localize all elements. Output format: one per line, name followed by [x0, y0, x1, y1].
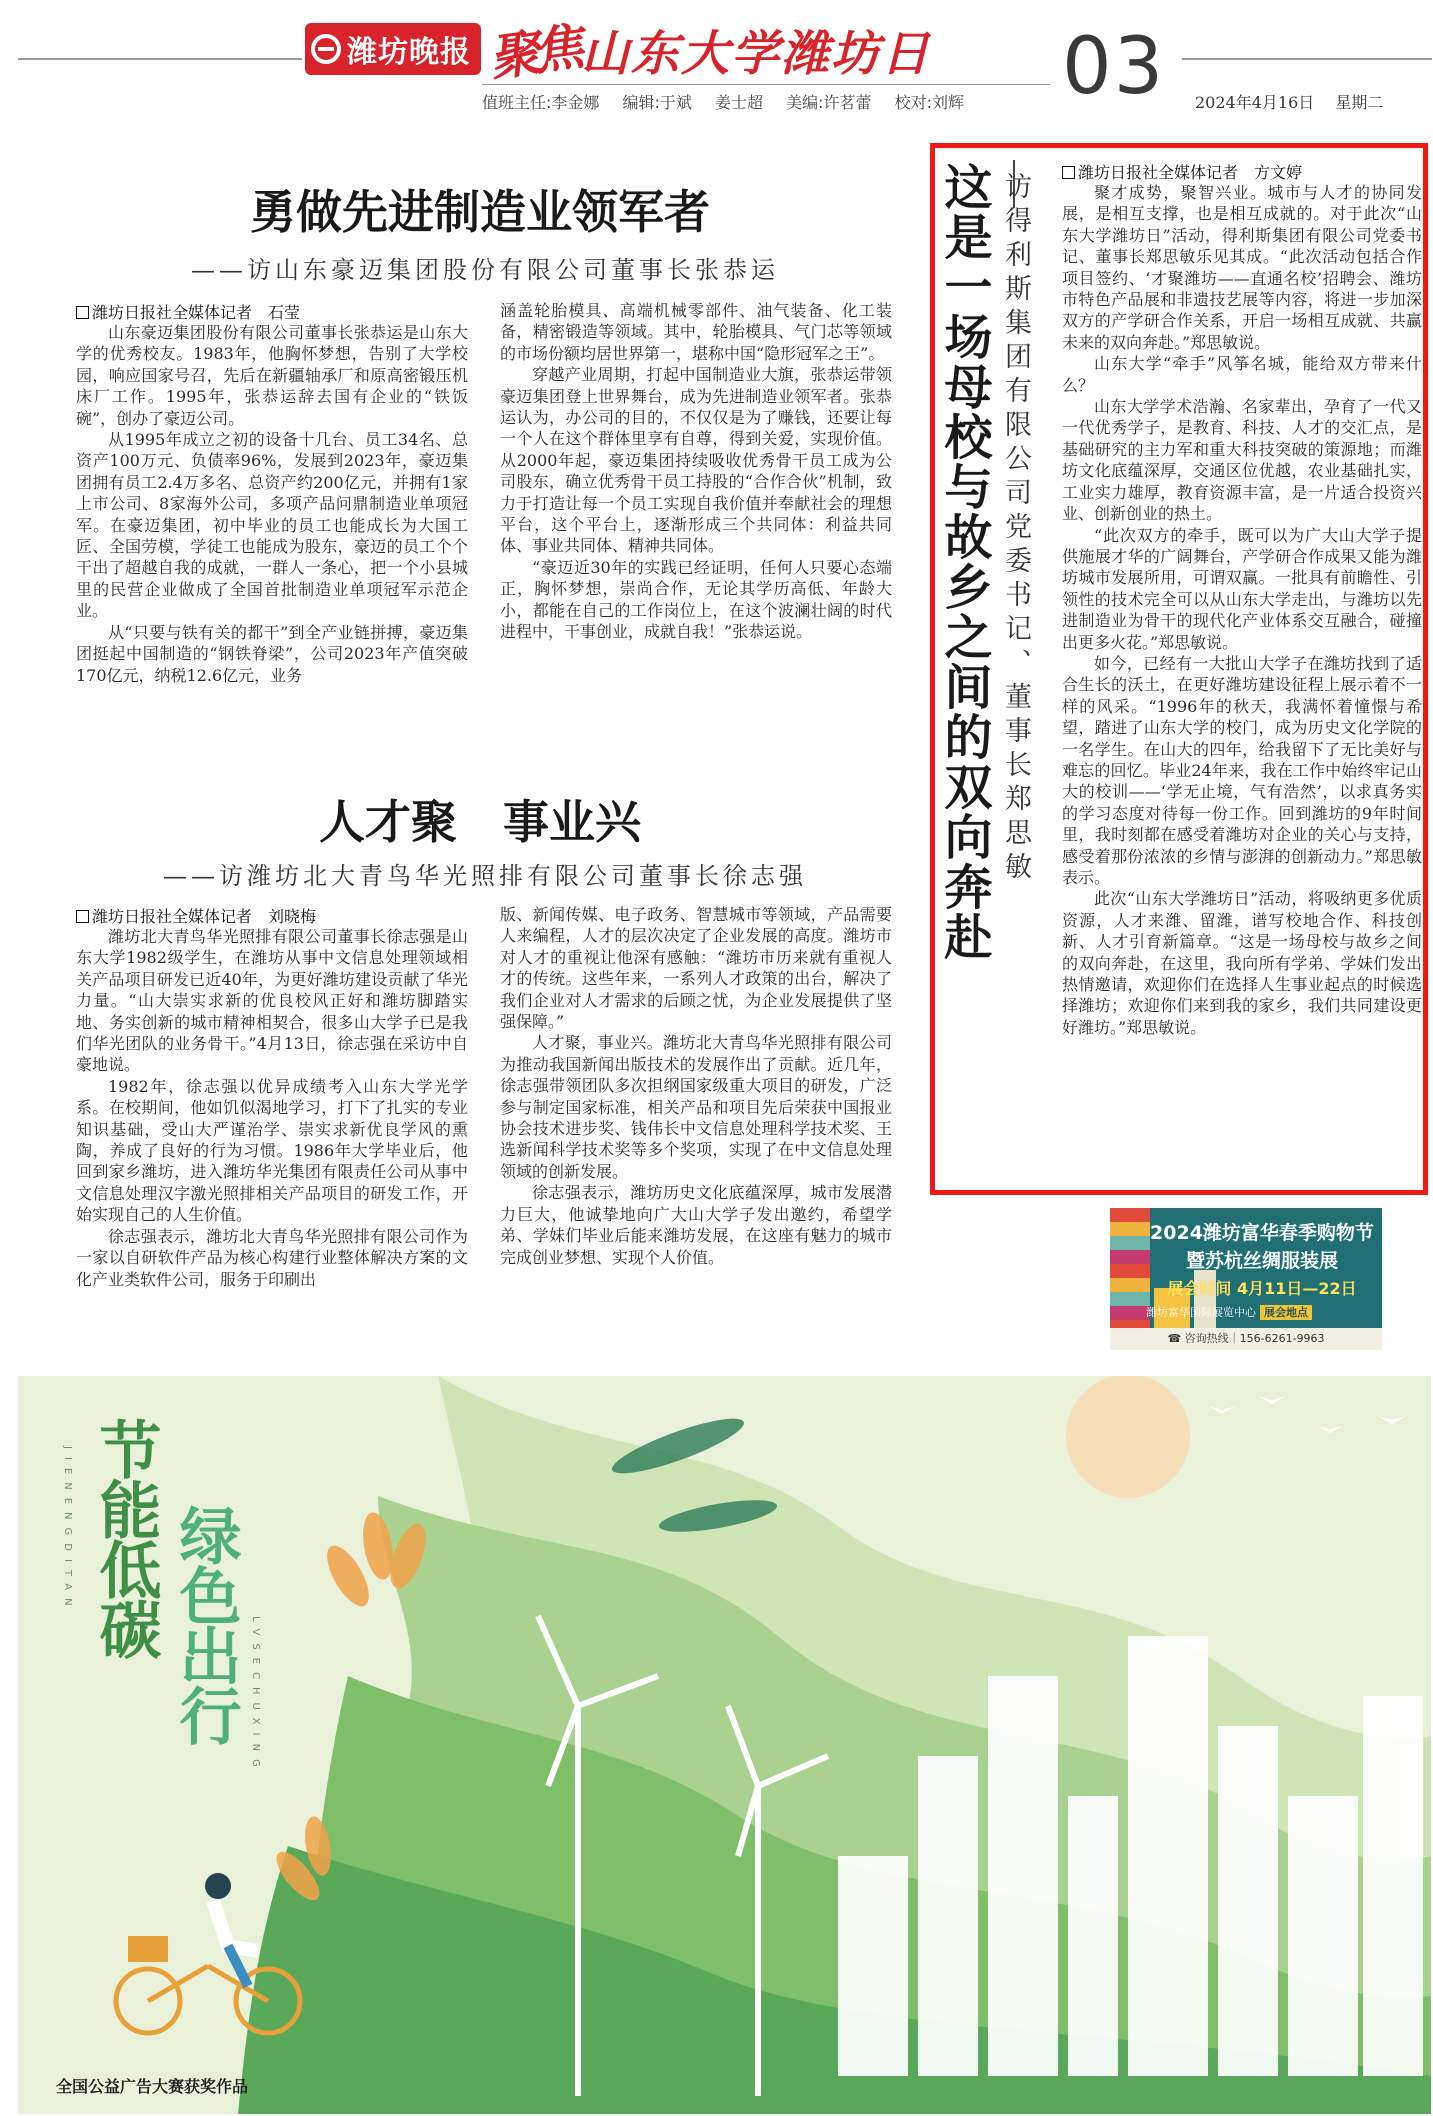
paragraph: “豪迈近30年的实践已经证明，任何人只要心态端正，胸怀梦想，崇尚合作，无论其学历高低、年龄大小，都能在自己的工作岗位上，在这个波澜壮阔的时代进程中，干事创业，成就自我！”张恭运说。	[500, 557, 892, 642]
masthead-rule-under	[482, 84, 1050, 85]
poster-slogan-1: 节能低碳	[89, 1418, 162, 1658]
article3-body	[1062, 182, 1422, 1186]
ad-dates: 展会时间 4月11日—22日	[1167, 1279, 1357, 1298]
article2-column-1	[76, 926, 468, 1352]
article3-byline	[1062, 160, 1302, 183]
poster-slogan-2: 绿色出行	[169, 1504, 242, 1744]
weekday: 星期二	[1335, 93, 1384, 112]
sun-icon	[1066, 1376, 1190, 1498]
e-logo-icon	[311, 34, 341, 64]
issue-date	[1195, 90, 1399, 113]
paragraph: 如今，已经有一大批山大学子在潍坊找到了适合生长的沃土，在更好潍坊建设征程上展示着不一样的风采。“1996年的秋天，我满怀着憧憬与希望，踏进了山东大学的校门，成为历史文化学院的一名学生。在山大的四年，给我留下了无比美好与难忘的回忆。毕业24年来，我在工作中始终牢记山大的校训——‘学无止境，气有浩然’，以求真务实的学习态度对待每一份工作。回到潍坊的9年时间里，我时刻都在感受着潍坊对企业的关心与支持，感受着那份浓浓的乡情与澎湃的创新动力。”郑思敏表示。	[1062, 653, 1422, 887]
credit-designer: 美编:许茗蕾	[786, 93, 872, 112]
article1-headline: 勇做先进制造业领军者	[250, 185, 710, 239]
paragraph: 从1995年成立之初的设备十几台、员工34名、总资产100万元、负债率96%，发展到2023年，豪迈集团拥有员工2.4万多名、总资产约200亿元，并拥有1家上市公司、8家海外公司，多项产品问鼎制造业单项冠军。在豪迈集团，初中毕业的员工也能成长为大国工匠、全国劳模，学徒工也能成为股东，豪迈的员工个个干出了超越自我的成就，一群人一条心，把一个小县城里的民营企业做成了全国首批制造业单项冠军示范企业。	[76, 430, 468, 621]
ad-title: 2024潍坊富华春季购物节	[1150, 1222, 1374, 1244]
article2-headline: 人才聚 事业兴	[319, 795, 641, 849]
shopping-festival-ad[interactable]	[1110, 1208, 1382, 1350]
poster-credit: 全国公益广告大赛获奖作品	[56, 2077, 249, 2096]
paragraph: 山东大学“牵手”风筝名城，能给双方带来什么？	[1062, 354, 1422, 395]
masthead	[0, 0, 1433, 112]
paragraph: 徐志强表示，潍坊历史文化底蕴深厚，城市发展潜力巨大，他诚挚地向广大山大学子发出邀约，希望学弟、学妹们毕业后能来潍坊发展，在这座有魅力的城市完成创业梦想、实现个人价值。	[500, 1183, 892, 1267]
paragraph: 从“只要与铁有关的都干”到全产业链拼搏，豪迈集团挺起中国制造的“钢铁脊梁”，公司2023年产值突破170亿元，纳税12.6亿元，业务	[76, 622, 468, 685]
newspaper-logo	[305, 23, 481, 75]
brand-block	[305, 17, 932, 88]
ad-venue	[1146, 1304, 1312, 1320]
editorial-credits	[482, 90, 982, 113]
article3-subhead: 访得利斯集团有限公司党委书记、董事长郑思敏	[1000, 172, 1031, 886]
article2-subhead: ——访潍坊北大青鸟华光照排有限公司董事长徐志强	[163, 862, 807, 890]
paragraph: 人才聚，事业兴。潍坊北大青鸟华光照排有限公司为推动我国新闻出版技术的发展作出了贡献。近几年，徐志强带领团队多次担纲国家级重大项目的研发，广泛参与制定国家标准，相关产品和项目先后荣获中国报业协会技术进步奖、钱伟长中文信息处理科学技术奖、王选新闻科学技术奖等多个奖项，实现了在中文信息处理领域的创新发展。	[500, 1033, 892, 1181]
article1-byline-text: 潍坊日报社全媒体记者 石莹	[92, 303, 301, 322]
credit-editor: 编辑:于斌	[622, 93, 692, 112]
paragraph: 聚才成势，聚智兴业。城市与人才的协同发展，是相互支撑，也是相互成就的。对于此次“山东大学潍坊日”活动，得利斯集团有限公司党委书记、董事长郑思敏乐见其成。“此次活动包括合作项目签约、‘才聚潍坊——直通名校’招聘会、潍坊市特色产品展和非遗技艺展等内容，将进一步加深双方的产学研合作关系，开启一场相互成就、共赢未来的双向奔赴。”郑思敏说。	[1062, 183, 1422, 352]
date: 2024年4月16日	[1195, 93, 1315, 112]
article1-byline	[76, 300, 300, 323]
article1-column-2	[500, 300, 892, 747]
masthead-rule-right	[1182, 58, 1432, 60]
credit-duty: 值班主任:李金娜	[482, 93, 600, 112]
paragraph: 山东豪迈集团股份有限公司董事长张恭运是山东大学的优秀校友。1983年，他胸怀梦想，告别了大学校园，响应国家号召，先后在新疆轴承厂和原高密锻压机床厂工作。1995年，张恭运辞去国有企业的“铁饭碗”，创办了豪迈公司。	[76, 323, 468, 428]
paragraph: 穿越产业周期，打起中国制造业大旗，张恭运带领豪迈集团登上世界舞台，成为先进制造业领军者。张恭运认为，办公司的目的，不仅仅是为了赚钱，还要让每一个人在这个群体里享有自尊，得到关爱，实现价值。从2000年起，豪迈集团持续吸收优秀骨干员工成为公司股东，确立优秀骨干员工持股的“合作合伙”机制，致力于打造让每一个员工实现自我价值并奉献社会的理想平台，这个平台上，逐渐形成三个共同体：利益共同体、事业共同体、精神共同体。	[500, 365, 892, 556]
ad-venue-name: 潍坊富华国际展览中心	[1146, 1306, 1256, 1319]
poster-illustration	[18, 1376, 1431, 2114]
paragraph: 山东大学学术浩瀚、名家辈出，孕育了一代又一代优秀学子，是教育、科技、人才的交汇点，是基础研究的主力军和重大科技突破的策源地；而潍坊文化底蕴深厚，交通区位优越，农业基础扎实，工业实力雄厚，教育资源丰富，是一片适合投资兴业、创新创业的热土。	[1062, 397, 1422, 524]
article1-subhead: ——访山东豪迈集团股份有限公司董事长张恭运	[191, 256, 779, 284]
feature-mark: 聚焦	[485, 17, 582, 88]
byline-box-icon	[1062, 166, 1075, 179]
ad-subtitle: 暨苏杭丝绸服装展	[1185, 1250, 1338, 1272]
paragraph: 1982年，徐志强以优异成绩考入山东大学光学系。在校期间，他如饥似渴地学习，打下了扎实的专业知识基础，受山大严谨治学、崇实求新优良学风的熏陶，养成了良好的行为习惯。1986年大学毕业后，他回到家乡潍坊，进入潍坊华光集团有限责任公司从事中文信息处理汉字激光照排相关产品项目的研发工作，开始实现自己的人生价值。	[76, 1076, 468, 1225]
poster-pinyin-2: LVSECHUXING	[250, 1616, 261, 1775]
ad-hotline: ☎ 咨询热线｜156-6261-9963	[1110, 1328, 1382, 1350]
paragraph: 潍坊北大青鸟华光照排有限公司董事长徐志强是山东大学1982级学生，在潍坊从事中文信息处理领域相关产品项目研发已近40年，为更好潍坊建设贡献了华光力量。“山大崇实求新的优良校风正好和潍坊脚踏实地、务实创新的城市精神相契合，很多山大学子已是我们华光团队的业务骨干。”4月13日，徐志强在采访中自豪地说。	[76, 927, 468, 1075]
poster-pinyin-1: JIENENGDITAN	[62, 1446, 73, 1614]
newspaper-name: 潍坊晚报	[347, 35, 471, 70]
article3-byline-text: 潍坊日报社全媒体记者 方文婷	[1078, 163, 1303, 182]
article3-headline: 这是一场母校与故乡之间的双向奔赴	[936, 162, 992, 962]
byline-box-icon	[76, 306, 89, 319]
section-title: 山东大学潍坊日	[581, 25, 932, 82]
byline-box-icon	[76, 910, 89, 923]
article2-byline-text: 潍坊日报社全媒体记者 刘晓梅	[92, 907, 317, 926]
page-number: 03	[1062, 22, 1166, 112]
ad-venue-tag: 展会地点	[1260, 1305, 1312, 1320]
paragraph: 徐志强表示，潍坊北大青鸟华光照排有限公司作为一家以自研软件产品为核心构建行业整体解决方案的文化产业类软件公司，服务于印刷出	[76, 1226, 468, 1289]
masthead-rule-left	[18, 58, 302, 60]
public-service-poster	[18, 1376, 1431, 2114]
paragraph: 此次“山东大学潍坊日”活动，将吸纳更多优质资源，人才来潍、留潍，谱写校地合作、科技创新、人才引育新篇章。“这是一场母校与故乡之间的双向奔赴，在这里，我向所有学弟、学妹们发出热情邀请，欢迎你们在选择人生事业起点的时候选择潍坊；欢迎你们来到我的家乡，我们共同建设更好潍坊。”郑思敏说。	[1062, 889, 1422, 1037]
paragraph: 涵盖轮胎模具、高端机械零部件、油气装备、化工装备，精密锻造等领域。其中，轮胎模具、气门芯等领域的市场份额均居世界第一，堪称中国“隐形冠军之王”。	[500, 301, 892, 363]
article2-column-2	[500, 904, 892, 1352]
article2-byline	[76, 904, 316, 927]
article1-column-1	[76, 322, 468, 747]
credit-editor2: 姜士超	[715, 93, 764, 112]
paragraph: “此次双方的牵手，既可以为广大山大学子提供施展才华的广阔舞台，产学研合作成果又能为潍坊城市发展所用，可谓双赢。一批具有前瞻性、引领性的技术完全可以从山东大学走出，与潍坊以先进制造业为骨干的现代化产业体系交互融合，碰撞出更多火花。”郑思敏说。	[1062, 525, 1422, 652]
paragraph: 版、新闻传媒、电子政务、智慧城市等领域，产品需要人来编程，人才的层次决定了企业发展的高度。潍坊市对人才的重视让他深有感触：“潍坊市历来就有重视人才的传统。这些年来，一系列人才政策的出台，解决了我们企业对人才需求的后顾之忧，为企业发展提供了坚强保障。”	[500, 905, 892, 1032]
credit-proofreader: 校对:刘辉	[894, 93, 965, 112]
